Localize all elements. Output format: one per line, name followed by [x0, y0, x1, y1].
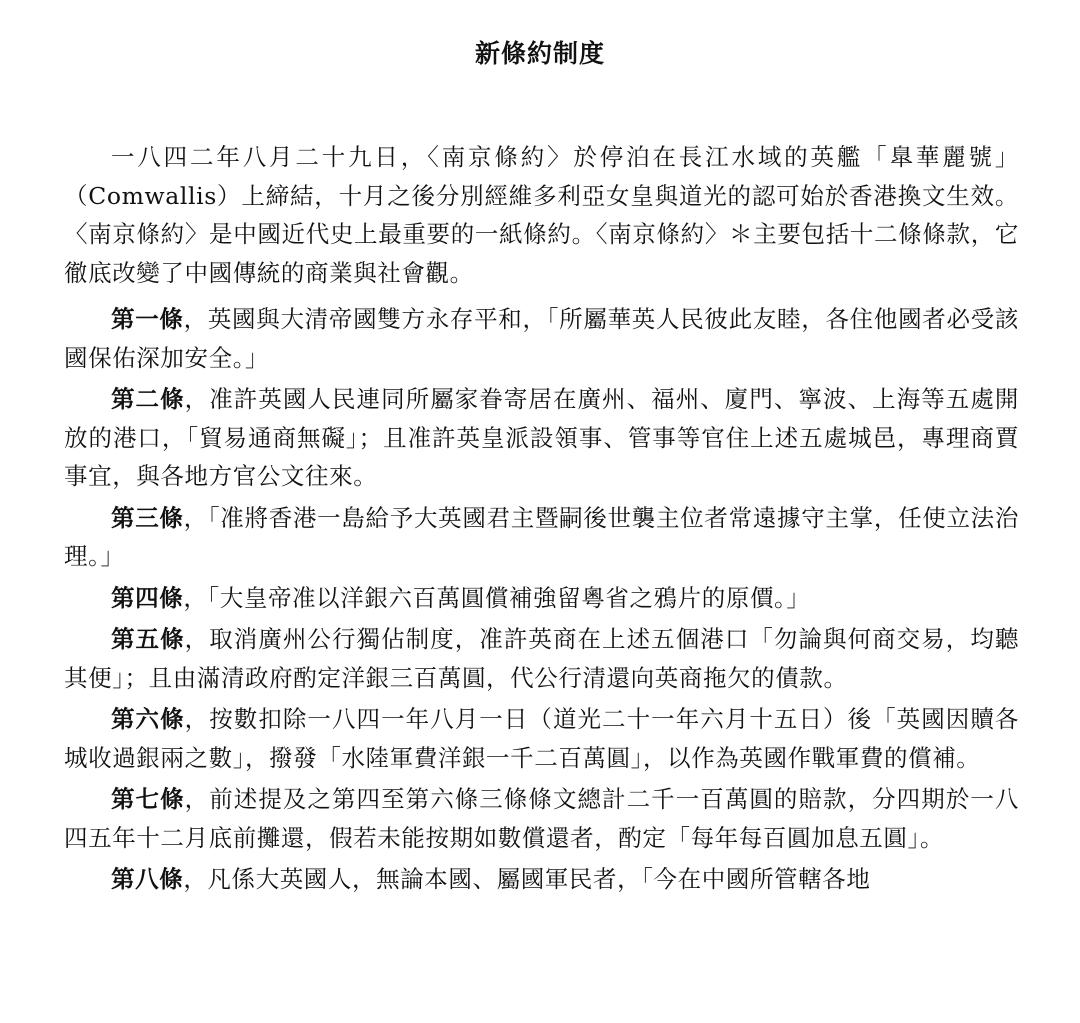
article-label: 第八條: [111, 865, 184, 893]
article-text: ，「大皇帝准以洋銀六百萬圓償補強留粵省之鴉片的原價。」: [183, 583, 811, 612]
article-text: ，英國與大清帝國雙方永存平和，「所屬華英人民彼此友睦，各住他國者必受該國保佑深加安全。」: [64, 305, 1019, 372]
article-label: 第七條: [111, 785, 185, 813]
article-text: ，按數扣除一八四一年八月一日（道光二十一年六月十五日）後「英國因贖各城收過銀兩之數」，撥發「水陸軍費洋銀一千二百萬圓」，以作為英國作戰軍費的償補。: [64, 705, 1019, 772]
document-body: [64, 138, 1019, 902]
article-1-paragraph: [64, 300, 1019, 377]
article-8-paragraph: [64, 860, 1019, 899]
article-label: 第六條: [111, 705, 185, 733]
article-text: ，前述提及之第四至第六條三條條文總計二千一百萬圓的賠款，分四期於一八四五年十二月底前攤還，假若未能按期如數償還者，酌定「每年每百圓加息五圓」。: [64, 785, 1019, 852]
document-title: 新條約制度: [474, 39, 605, 68]
article-label: 第五條: [111, 625, 185, 653]
article-label: 第三條: [111, 503, 184, 532]
intro-paragraph: 一八四二年八月二十九日，〈南京條約〉於停泊在長江水域的英艦「臯華麗號」（Comwallis）上締結，十月之後分別經維多利亞女皇與道光的認可始於香港換文生效。〈南京條約〉是中國近代史上最重要的一紙條約。〈南京條約〉＊主要包括十二條條款，它徹底改變了中國傳統的商業與社會觀。: [64, 143, 1019, 287]
article-4-paragraph: [64, 579, 1019, 618]
article-label: 第一條: [111, 305, 184, 333]
article-3-paragraph: [64, 499, 1019, 576]
article-label: 第四條: [111, 583, 184, 612]
article-5-paragraph: [64, 620, 1019, 697]
article-text: ，「准將香港一島給予大英國君主暨嗣後世襲主位者常遠據守主掌，任使立法治理。」: [64, 503, 1019, 570]
page-edge-fade: [910, 933, 1080, 1023]
article-7-paragraph: [64, 780, 1019, 857]
article-label: 第二條: [111, 385, 185, 413]
article-2-paragraph: [64, 380, 1019, 496]
article-text: ，凡係大英國人，無論本國、屬國軍民者，「今在中國所管轄各地: [183, 865, 871, 893]
article-text: ，取消廣州公行獨佔制度，准許英商在上述五個港口「勿論與何商交易，均聽其便」；且由滿清政府酌定洋銀三百萬圓，代公行清還向英商拖欠的債款。: [64, 625, 1019, 692]
article-text: ，准許英國人民連同所屬家眷寄居在廣州、福州、廈門、寧波、上海等五處開放的港口，「貿易通商無礙」；且准許英皇派設領事、管事等官住上述五處城邑，專理商賈事宜，與各地方官公文往來。: [64, 385, 1019, 490]
article-6-paragraph: [64, 700, 1019, 777]
